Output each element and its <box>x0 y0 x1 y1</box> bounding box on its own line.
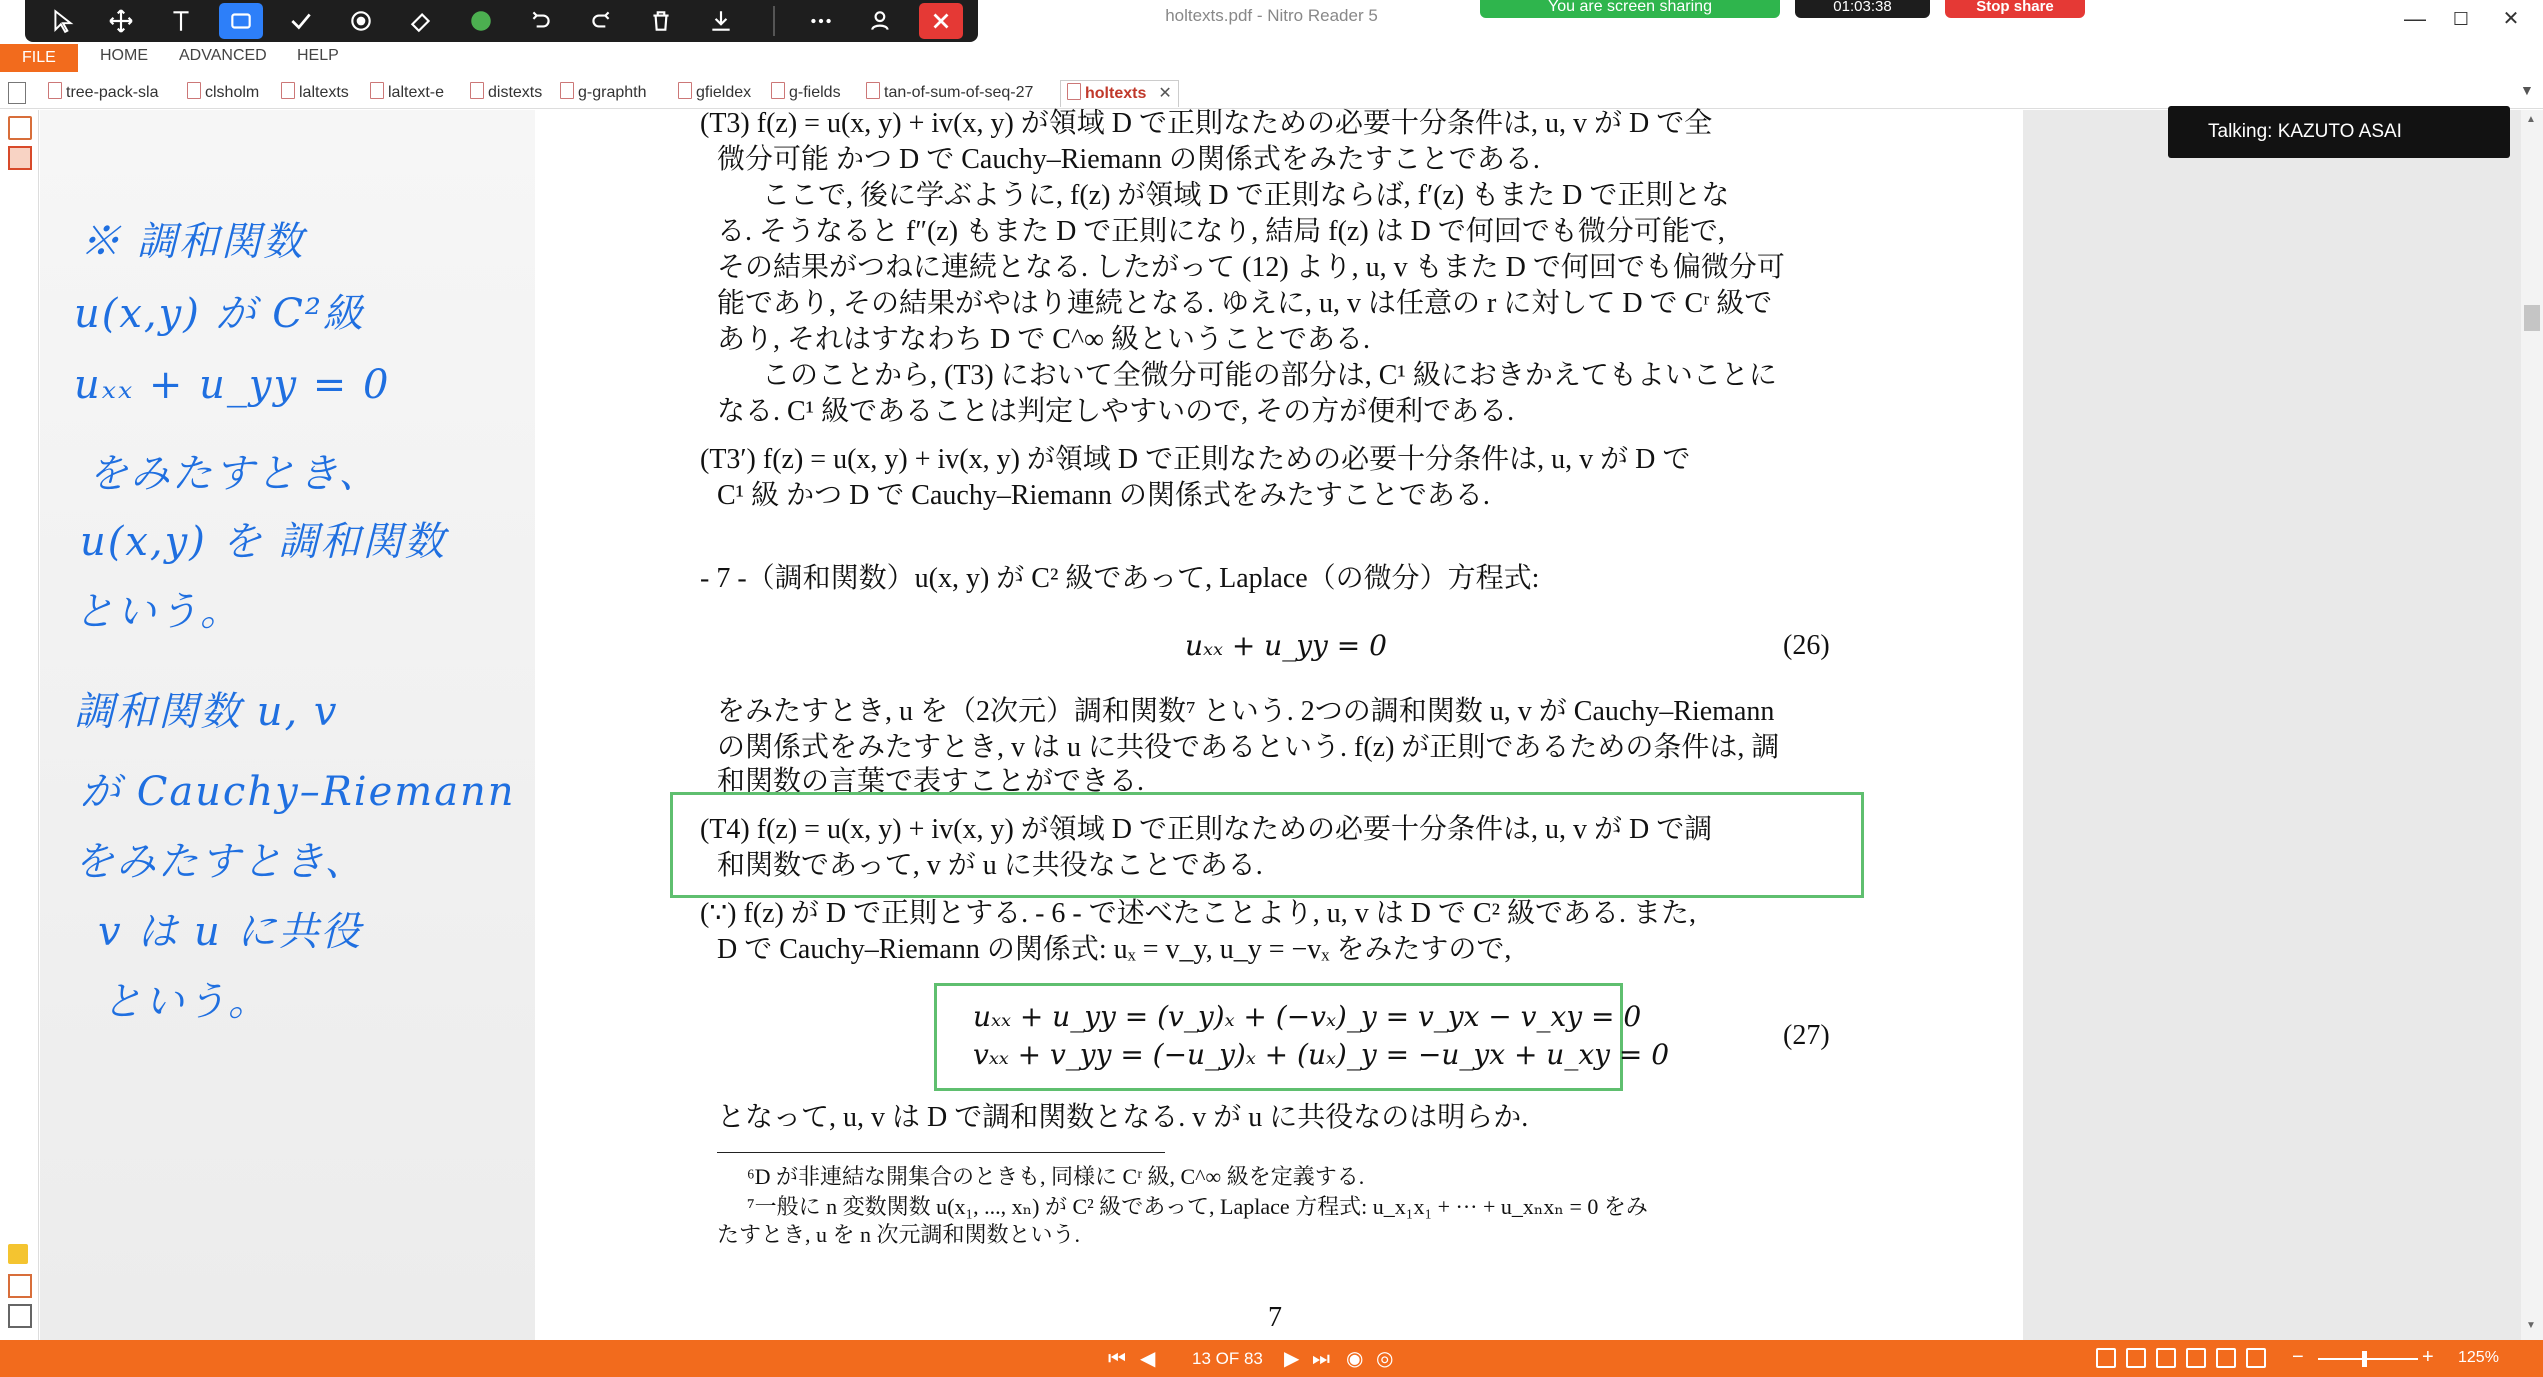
pdf-icon <box>48 82 62 99</box>
close-window-button[interactable]: ✕ <box>2502 8 2520 30</box>
undo-icon[interactable] <box>519 3 563 39</box>
single-page-view-icon[interactable] <box>2096 1348 2116 1368</box>
equation-26-number: (26) <box>1783 630 1830 661</box>
scroll-up-icon[interactable]: ▲ <box>2526 114 2536 125</box>
close-toolbar-icon[interactable] <box>919 3 963 39</box>
spotlight-icon[interactable] <box>339 3 383 39</box>
paragraph-line: 能であり, その結果がやはり連続となる. ゆえに, u, v は任意の r に対して D で Cʳ 級で <box>717 288 1773 319</box>
paragraph-line: 和関数の言葉で表すことができる. <box>717 766 1145 797</box>
ribbon <box>0 42 2543 72</box>
paragraph-line: その結果がつねに連続となる. したがって (12) より, u, v もまた D で何回でも偏微分可 <box>717 252 1785 283</box>
back-view-icon[interactable]: ◉ <box>1346 1348 1364 1370</box>
theorem-t3-line2: 微分可能 かつ D で Cauchy–Riemann の関係式をみたすことである. <box>717 144 1540 175</box>
more-options-icon[interactable] <box>799 3 843 39</box>
handwriting-notes-panel[interactable] <box>40 110 536 1340</box>
first-page-icon[interactable]: ⏮ <box>1108 1348 1126 1370</box>
comments-icon[interactable] <box>8 1244 28 1264</box>
eraser-icon[interactable] <box>399 3 443 39</box>
ink-line: をみたすとき、 <box>88 451 381 497</box>
paragraph-line: ここで, 後に学ぶように, f(z) が領域 D で正則ならば, f′(z) もまた D で正則とな <box>762 180 1730 211</box>
status-bar <box>0 1340 2543 1377</box>
doc-tab[interactable]: g-fields <box>771 80 841 106</box>
continuous-view-icon[interactable] <box>2126 1348 2146 1368</box>
facing-view-icon[interactable] <box>2156 1348 2176 1368</box>
paragraph-line: をみたすとき, u を（2次元）調和関数⁷ という. 2つの調和関数 u, v が Cauchy–Riemann <box>717 696 1775 727</box>
ink-line: ※ 調和関数 <box>80 219 305 265</box>
window-title: holtexts.pdf - Nitro Reader 5 <box>1165 6 1378 25</box>
page-indicator[interactable]: 13 OF 83 <box>1192 1349 1263 1368</box>
trash-icon[interactable] <box>639 3 683 39</box>
zoom-slider-thumb[interactable] <box>2362 1351 2367 1367</box>
minimize-button[interactable]: — <box>2404 6 2426 31</box>
footnote-7: ⁷一般に n 変数関数 u(x₁, ..., xₙ) が C² 級であって, Laplace 方程式: u_x₁x₁ + ··· + u_xₙxₙ = 0 をみ <box>747 1194 1648 1219</box>
fit-page-icon[interactable] <box>2246 1348 2266 1368</box>
pdf-icon <box>1067 83 1081 100</box>
move-icon[interactable] <box>99 3 143 39</box>
footnote-divider <box>717 1152 1165 1153</box>
footnote-7-cont: たすとき, u を n 次元調和関数という. <box>717 1222 1081 1247</box>
ink-line: という。 <box>74 589 242 635</box>
conclusion-line: となって, u, v は D で調和関数となる. v が u に共役なのは明らか. <box>717 1102 1529 1133</box>
forward-view-icon[interactable]: ◎ <box>1376 1348 1394 1370</box>
doc-tab[interactable]: gfieldex <box>678 80 751 106</box>
redo-icon[interactable] <box>579 3 623 39</box>
user-settings-icon[interactable] <box>859 3 903 39</box>
doc-tab-active[interactable]: holtexts ✕ <box>1060 80 1179 107</box>
toolbar-divider <box>773 6 775 36</box>
pdf-icon <box>771 82 785 99</box>
equation-27-number: (27) <box>1783 1020 1830 1051</box>
bookmarks-icon[interactable] <box>8 116 32 140</box>
rectangle-tool-icon[interactable] <box>219 3 263 39</box>
ink-line: u(x,y) が C²級 <box>74 291 365 337</box>
attachments-icon[interactable] <box>8 1274 32 1298</box>
next-page-icon[interactable]: ▶ <box>1284 1348 1300 1370</box>
previous-page-icon[interactable]: ◀ <box>1140 1348 1156 1370</box>
theorem-t3prime-line1: (T3′) f(z) = u(x, y) + iv(x, y) が領域 D で正則なための必要十分条件は, u, v が D で <box>700 444 1691 475</box>
equation-27b: vₓₓ + v_yy = (−u_y)ₓ + (uₓ)_y = −u_yx + u_xy = 0 <box>973 1038 1670 1071</box>
doc-tab[interactable]: clsholm <box>187 80 259 106</box>
paragraph-line: る. そうなると f″(z) もまた D で正則になり, 結局 f(z) は D で何回でも微分可能で, <box>717 216 1725 247</box>
paragraph-line: あり, それはすなわち D で C^∞ 級ということである. <box>717 324 1370 355</box>
pdf-icon <box>560 82 574 99</box>
color-picker-icon[interactable] <box>459 3 503 39</box>
talking-indicator: Talking: KAZUTO ASAI <box>2168 106 2510 158</box>
pdf-icon <box>281 82 295 99</box>
theorem-t4-line2: 和関数であって, v が u に共役なことである. <box>717 850 1263 881</box>
pdf-icon <box>187 82 201 99</box>
share-timer[interactable]: 01:03:38 <box>1795 0 1930 18</box>
doc-tab[interactable]: laltexts <box>281 80 349 106</box>
page-number: 7 <box>1268 1302 1282 1333</box>
annotation-toolbar <box>25 0 978 42</box>
last-page-icon[interactable]: ⏭ <box>1312 1348 1330 1370</box>
ink-line: v は u に共役 <box>98 909 363 955</box>
tab-list-chevron-icon[interactable]: ▼ <box>2520 82 2534 98</box>
paragraph-line: なる. C¹ 級であることは判定しやすいので, その方が便利である. <box>717 396 1515 427</box>
equation-26: uₓₓ + u_yy = 0 <box>1185 629 1387 662</box>
close-tab-icon[interactable]: ✕ <box>1158 85 1172 102</box>
zoom-in-icon[interactable]: + <box>2422 1346 2434 1368</box>
screen-sharing-indicator: You are screen sharing <box>1480 0 1780 18</box>
ink-line: uₓₓ + u_yy = 0 <box>74 362 391 408</box>
file-tab[interactable]: FILE <box>0 44 78 72</box>
pointer-icon[interactable] <box>41 3 85 39</box>
paragraph-line: の関係式をみたすとき, v は u に共役であるという. f(z) が正則であるための条件は, 調 <box>717 732 1780 763</box>
doc-tab[interactable]: laltext-e <box>370 80 444 106</box>
theorem-t3prime-line2: C¹ 級 かつ D で Cauchy–Riemann の関係式をみたすことである. <box>717 480 1490 511</box>
download-icon[interactable] <box>699 3 743 39</box>
ink-line: をみたすとき、 <box>74 839 367 885</box>
paragraph-line: このことから, (T3) において全微分可能の部分は, C¹ 級におきかえてもよいことに <box>762 360 1777 391</box>
pdf-icon <box>678 82 692 99</box>
scroll-down-icon[interactable]: ▼ <box>2526 1320 2536 1331</box>
checkmark-icon[interactable] <box>279 3 323 39</box>
section-7-heading: - 7 -（調和関数）u(x, y) が C² 級であって, Laplace（の微分）方程式: <box>700 563 1540 594</box>
doc-tab[interactable]: g-graphth <box>560 80 647 106</box>
document-tabs <box>0 74 2543 109</box>
pdf-icon <box>370 82 384 99</box>
ink-line: u(x,y) を 調和関数 <box>80 519 447 565</box>
doc-tab[interactable]: tan-of-sum-of-seq-27 <box>866 80 1033 106</box>
text-tool-icon[interactable] <box>159 3 203 39</box>
proof-line: D で Cauchy–Riemann の関係式: uₓ = v_y, u_y = −vₓ をみたすので, <box>717 934 1512 965</box>
zoom-out-icon[interactable]: − <box>2292 1346 2304 1368</box>
tab-advanced[interactable]: ADVANCED <box>179 47 267 64</box>
tab-home[interactable]: HOME <box>100 47 148 64</box>
doc-tab[interactable]: distexts <box>470 80 542 106</box>
stop-share-button[interactable]: Stop share <box>1945 0 2085 18</box>
left-rail <box>0 110 39 1340</box>
output-icon[interactable] <box>8 1304 32 1328</box>
doc-tab[interactable]: tree-pack-sla <box>48 80 158 106</box>
vertical-scrollbar[interactable] <box>2521 110 2543 1340</box>
proof-line: (∵) f(z) が D で正則とする. - 6 - で述べたことより, u, v は D で C² 級である. また, <box>700 898 1697 929</box>
scrollbar-thumb[interactable] <box>2524 305 2540 331</box>
ink-line: という。 <box>102 979 270 1025</box>
theorem-t4-line1: (T4) f(z) = u(x, y) + iv(x, y) が領域 D で正則なための必要十分条件は, u, v が D で調 <box>700 814 1713 845</box>
theorem-t3-line1: (T3) f(z) = u(x, y) + iv(x, y) が領域 D で正則なための必要十分条件は, u, v が D で全 <box>700 108 1713 139</box>
full-screen-icon[interactable] <box>2216 1348 2236 1368</box>
facing-continuous-view-icon[interactable] <box>2186 1348 2206 1368</box>
footnote-6: ⁶D が非連結な開集合のときも, 同様に Cʳ 級, C^∞ 級を定義する. <box>747 1164 1365 1189</box>
pages-icon[interactable] <box>8 146 32 170</box>
equation-27a: uₓₓ + u_yy = (v_y)ₓ + (−vₓ)_y = v_yx − v_xy = 0 <box>973 1000 1642 1033</box>
pdf-icon <box>470 82 484 99</box>
ink-line: が Cauchy–Riemann <box>80 769 516 815</box>
ink-line: 調和関数 u, v <box>74 689 339 735</box>
zoom-slider[interactable] <box>2318 1358 2418 1360</box>
zoom-level[interactable]: 125% <box>2458 1349 2499 1366</box>
maximize-button[interactable]: ☐ <box>2452 9 2470 29</box>
page-icon[interactable] <box>8 82 26 104</box>
pdf-icon <box>866 82 880 99</box>
tab-help[interactable]: HELP <box>297 47 339 64</box>
